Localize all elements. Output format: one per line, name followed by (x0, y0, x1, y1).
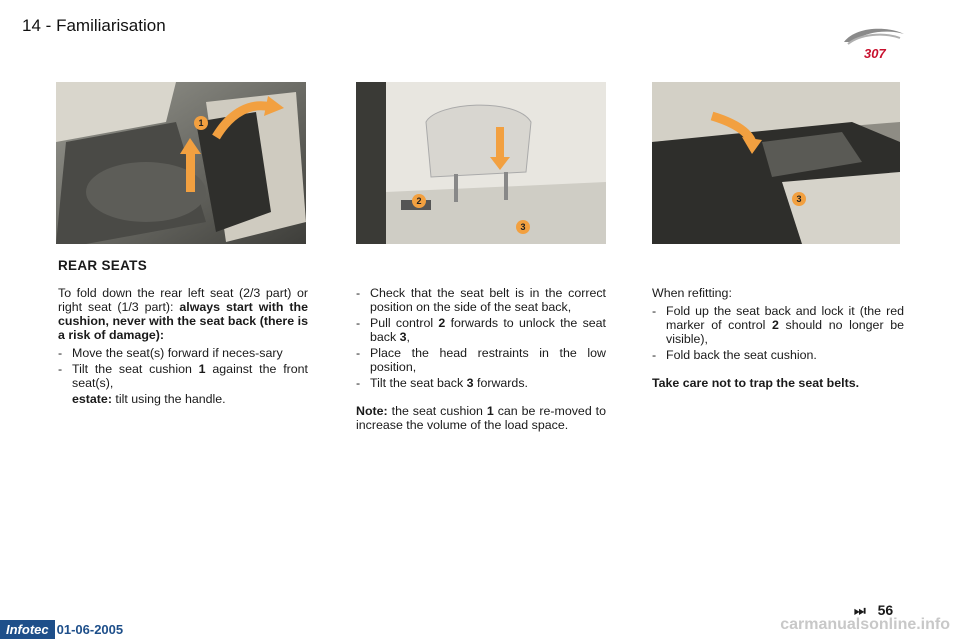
list-item (356, 346, 606, 374)
page-number: 14 (22, 16, 41, 35)
column-folding (58, 286, 308, 408)
estate-label: estate: (72, 392, 112, 406)
publisher-stamp (0, 618, 123, 640)
step-text: should no longer be visible), (666, 318, 904, 346)
steps-list (58, 346, 308, 406)
step-text: Check that the seat belt is in the correct position on the side of the seat back, (370, 286, 606, 314)
step-number: 3 (399, 330, 407, 344)
intro-warning: always start with the cushion, never with the seat back (there is a risk of damage): (58, 300, 308, 342)
note-number: 1 (486, 404, 494, 418)
callout-marker: 1 (194, 116, 208, 130)
warning-bold: Take care not to trap the seat belts. (652, 376, 860, 390)
step-number: 2 (438, 316, 446, 330)
intro-text: To fold down the rear left seat (2/3 part) or right seat (1/3 part): (58, 286, 308, 314)
intro-paragraph (58, 286, 308, 342)
list-item (356, 286, 606, 314)
next-page-icon[interactable]: ⏭ (854, 603, 864, 618)
callout-marker: 3 (792, 192, 806, 206)
step-text: Tilt the seat cushion (72, 362, 199, 376)
list-item (652, 348, 904, 362)
callout-marker: 2 (412, 194, 426, 208)
estate-text: tilt using the handle. (111, 392, 226, 406)
estate-note (72, 392, 308, 406)
step-text: Place the head restraints in the low position, (370, 346, 606, 374)
steps-list (652, 304, 904, 362)
list-item (652, 304, 904, 346)
step-number: 2 (772, 318, 779, 332)
step-text: , (406, 330, 410, 344)
step-number: 3 (466, 376, 474, 390)
page-header (22, 16, 166, 36)
footer-page-number: 56 (877, 602, 894, 618)
list-item (58, 346, 308, 360)
column-seatback (356, 286, 606, 436)
header-separator: - (45, 16, 52, 35)
step-text: Fold back the seat cushion. (666, 348, 817, 362)
chapter-title: Familiarisation (56, 16, 166, 35)
step-text: against the front seat(s), (72, 362, 308, 390)
photo-fold-cushion (56, 82, 306, 244)
photo-seatback-folded (652, 82, 900, 244)
refit-intro: When refitting: (652, 286, 732, 300)
list-item (58, 362, 308, 406)
step-text: Tilt the seat back (370, 376, 467, 390)
note-text: the seat cushion (387, 404, 487, 418)
note-paragraph (356, 404, 606, 432)
step-number: 1 (198, 362, 206, 376)
note-label: Note: (356, 404, 388, 418)
infotec-badge: Infotec (0, 620, 55, 639)
logo-text: 307 (864, 46, 886, 61)
step-text: forwards to unlock the seat back (370, 316, 606, 344)
warning-text (652, 376, 904, 390)
steps-list (356, 286, 606, 390)
edition-date: 01-06-2005 (56, 621, 124, 637)
callout-marker: 3 (516, 220, 530, 234)
list-item (356, 376, 606, 390)
step-text: Move the seat(s) forward if neces-sary (72, 346, 283, 360)
photo-unlock-seatback (356, 82, 606, 244)
site-watermark: carmanualsonline.info (780, 616, 950, 633)
section-title: REAR SEATS (58, 258, 148, 273)
step-text: Fold up the seat back and lock it (the red marker of control (666, 304, 904, 332)
list-item (356, 316, 606, 344)
step-text: forwards. (473, 376, 528, 390)
step-text: Pull control (370, 316, 439, 330)
note-text: can be re-moved to increase the volume of the load space. (356, 404, 606, 432)
column-refitting (652, 286, 904, 394)
peugeot-307-logo (838, 24, 910, 62)
